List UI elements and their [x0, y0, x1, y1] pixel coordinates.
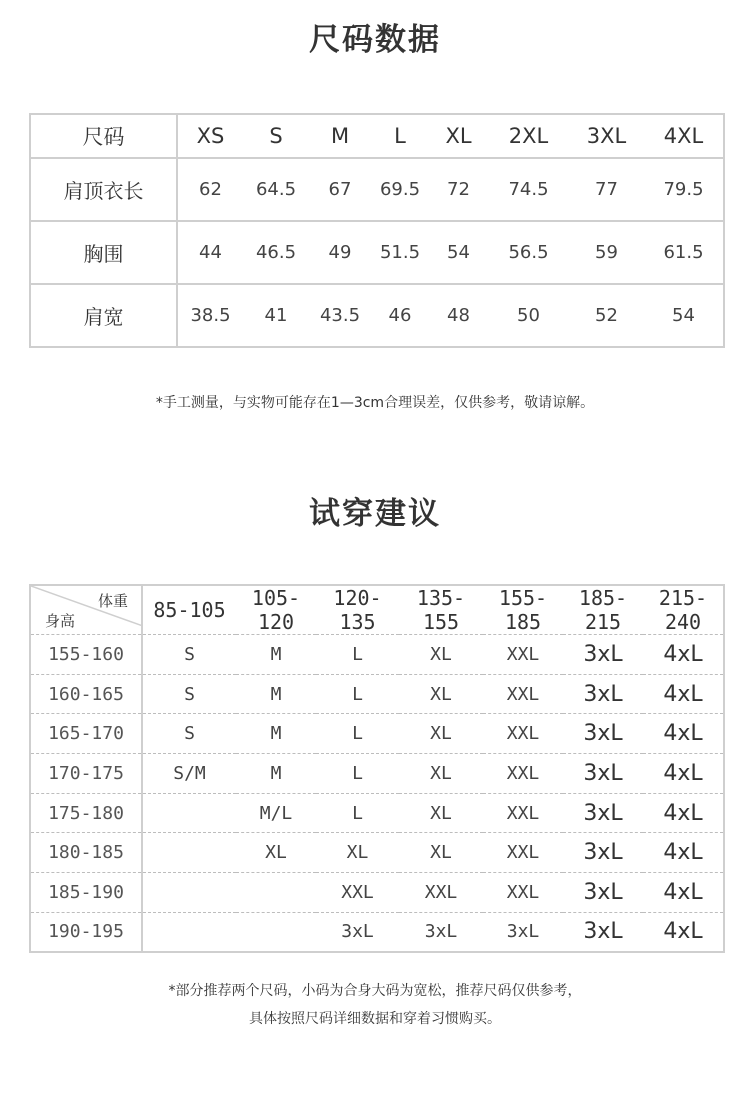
fit-size-cell: XL: [236, 833, 316, 873]
fit-weight-header: 185-215: [578, 586, 628, 634]
fit-size-cell: XXL: [483, 793, 563, 833]
fit-weight-header: 155-185: [498, 586, 548, 634]
fit-note-line-1: *部分推荐两个尺码，小码为合身大码为宽松，推荐尺码仅供参考，: [168, 983, 582, 999]
fit-size-cell: XL: [399, 635, 483, 675]
fit-size-cell: [142, 793, 236, 833]
fit-height-label: 155-160: [30, 635, 142, 675]
fit-weight-header: 135-155: [416, 586, 466, 634]
fit-size-cell: XXL: [399, 873, 483, 913]
fit-size-cell: XXL: [483, 635, 563, 675]
fit-advice-note: [0, 977, 750, 1033]
fit-size-cell: 4xL: [643, 674, 724, 714]
fit-size-cell: XXL: [483, 674, 563, 714]
size-value-cell: 46.5: [243, 221, 309, 284]
fit-size-cell: XL: [399, 833, 483, 873]
size-row-label: 肩宽: [30, 284, 177, 347]
fit-size-cell: M: [236, 754, 316, 794]
fit-height-label: 160-165: [30, 674, 142, 714]
size-header-cell: L: [394, 124, 406, 148]
size-value-cell: 56.5: [488, 221, 569, 284]
fit-size-cell: XXL: [316, 873, 399, 913]
fit-size-cell: 4xL: [643, 635, 724, 675]
size-value-cell: 77: [569, 158, 644, 221]
fit-size-cell: 4xL: [643, 714, 724, 754]
size-value-cell: 48: [429, 284, 488, 347]
fit-size-cell: M: [236, 674, 316, 714]
size-value-cell: 44: [177, 221, 243, 284]
measurement-note: *手工测量，与实物可能存在1—3cm合理误差，仅供参考，敬请谅解。: [155, 395, 595, 411]
fit-weight-header: 105-120: [251, 586, 301, 634]
size-value-cell: 38.5: [177, 284, 243, 347]
size-header-cell: XL: [445, 124, 472, 148]
fit-size-cell: M: [236, 635, 316, 675]
size-header-row: [30, 114, 724, 158]
fit-size-cell: XL: [399, 674, 483, 714]
fit-size-cell: 3xL: [563, 833, 643, 873]
fit-size-cell: 3xL: [563, 754, 643, 794]
fit-size-cell: S: [142, 674, 236, 714]
fit-size-cell: 3xL: [483, 912, 563, 952]
fit-size-cell: S/M: [142, 754, 236, 794]
fit-row: [30, 833, 724, 873]
fit-size-cell: [236, 912, 316, 952]
size-value-cell: 41: [243, 284, 309, 347]
size-value-cell: 79.5: [644, 158, 724, 221]
size-header-cell: 4XL: [663, 124, 704, 148]
fit-height-label: 180-185: [30, 833, 142, 873]
fit-size-cell: L: [316, 674, 399, 714]
fit-row: [30, 793, 724, 833]
fit-size-cell: [142, 873, 236, 913]
fit-advice-title: 试穿建议: [309, 496, 441, 532]
size-value-cell: 51.5: [371, 221, 429, 284]
fit-height-label: 190-195: [30, 912, 142, 952]
size-value-cell: 74.5: [488, 158, 569, 221]
fit-row: [30, 635, 724, 675]
fit-size-cell: XL: [399, 714, 483, 754]
fit-size-cell: 4xL: [643, 912, 724, 952]
fit-size-cell: 4xL: [643, 754, 724, 794]
fit-size-cell: 3xL: [316, 912, 399, 952]
fit-note-line-2: 具体按照尺码详细数据和穿着习惯购买。: [249, 1011, 501, 1027]
fit-size-cell: XXL: [483, 714, 563, 754]
fit-size-cell: M/L: [236, 793, 316, 833]
fit-size-cell: 4xL: [643, 873, 724, 913]
size-row: [30, 221, 724, 284]
fit-size-cell: L: [316, 635, 399, 675]
size-value-cell: 54: [429, 221, 488, 284]
fit-size-cell: [142, 912, 236, 952]
size-header-cell: M: [330, 124, 350, 148]
fit-height-label: 185-190: [30, 873, 142, 913]
fit-size-cell: [142, 833, 236, 873]
fit-size-cell: S: [142, 714, 236, 754]
fit-size-cell: XL: [399, 793, 483, 833]
fit-header-row: [30, 585, 724, 635]
fit-row: [30, 674, 724, 714]
size-value-cell: 67: [309, 158, 371, 221]
fit-size-cell: 3xL: [563, 793, 643, 833]
size-value-cell: 54: [644, 284, 724, 347]
fit-size-cell: 3xL: [563, 714, 643, 754]
fit-size-cell: L: [316, 714, 399, 754]
fit-height-label: 165-170: [30, 714, 142, 754]
fit-corner-cell: [30, 585, 142, 635]
fit-row: [30, 873, 724, 913]
fit-size-cell: 3xL: [399, 912, 483, 952]
size-value-cell: 46: [371, 284, 429, 347]
size-header-cell: 3XL: [586, 124, 627, 148]
fit-size-cell: S: [142, 635, 236, 675]
size-row-label: 肩顶衣长: [30, 158, 177, 221]
size-value-cell: 64.5: [243, 158, 309, 221]
size-header-cell: XS: [196, 124, 225, 148]
fit-size-cell: 3xL: [563, 873, 643, 913]
fit-size-cell: 3xL: [563, 635, 643, 675]
corner-weight-label: 体重: [97, 592, 128, 610]
fit-weight-header: 120-135: [333, 586, 382, 634]
fit-size-cell: XXL: [483, 873, 563, 913]
fit-row: [30, 714, 724, 754]
size-row: [30, 284, 724, 347]
fit-size-cell: XL: [316, 833, 399, 873]
size-header-cell: 2XL: [508, 124, 549, 148]
fit-size-cell: XL: [399, 754, 483, 794]
corner-height-label: 身高: [45, 612, 76, 630]
fit-advice-table: [29, 584, 725, 953]
fit-size-cell: L: [316, 754, 399, 794]
fit-size-cell: XXL: [483, 754, 563, 794]
fit-size-cell: XXL: [483, 833, 563, 873]
size-value-cell: 49: [309, 221, 371, 284]
size-value-cell: 59: [569, 221, 644, 284]
fit-size-cell: L: [316, 793, 399, 833]
fit-row: [30, 912, 724, 952]
fit-size-cell: 3xL: [563, 674, 643, 714]
size-row: [30, 158, 724, 221]
size-value-cell: 52: [569, 284, 644, 347]
fit-size-cell: [236, 873, 316, 913]
size-value-cell: 43.5: [309, 284, 371, 347]
size-value-cell: 72: [429, 158, 488, 221]
size-value-cell: 61.5: [644, 221, 724, 284]
fit-size-cell: 4xL: [643, 833, 724, 873]
size-data-table: [29, 113, 725, 348]
size-header-cell: S: [269, 124, 283, 148]
fit-size-cell: 3xL: [563, 912, 643, 952]
size-value-cell: 50: [488, 284, 569, 347]
fit-weight-header: 85-105: [153, 598, 226, 622]
size-value-cell: 69.5: [371, 158, 429, 221]
fit-weight-header: 215-240: [658, 586, 708, 634]
size-header-label: 尺码: [30, 114, 177, 158]
fit-row: [30, 754, 724, 794]
size-data-title: 尺码数据: [309, 22, 441, 58]
fit-height-label: 170-175: [30, 754, 142, 794]
size-row-label: 胸围: [30, 221, 177, 284]
fit-size-cell: 4xL: [643, 793, 724, 833]
fit-size-cell: M: [236, 714, 316, 754]
fit-height-label: 175-180: [30, 793, 142, 833]
size-value-cell: 62: [177, 158, 243, 221]
